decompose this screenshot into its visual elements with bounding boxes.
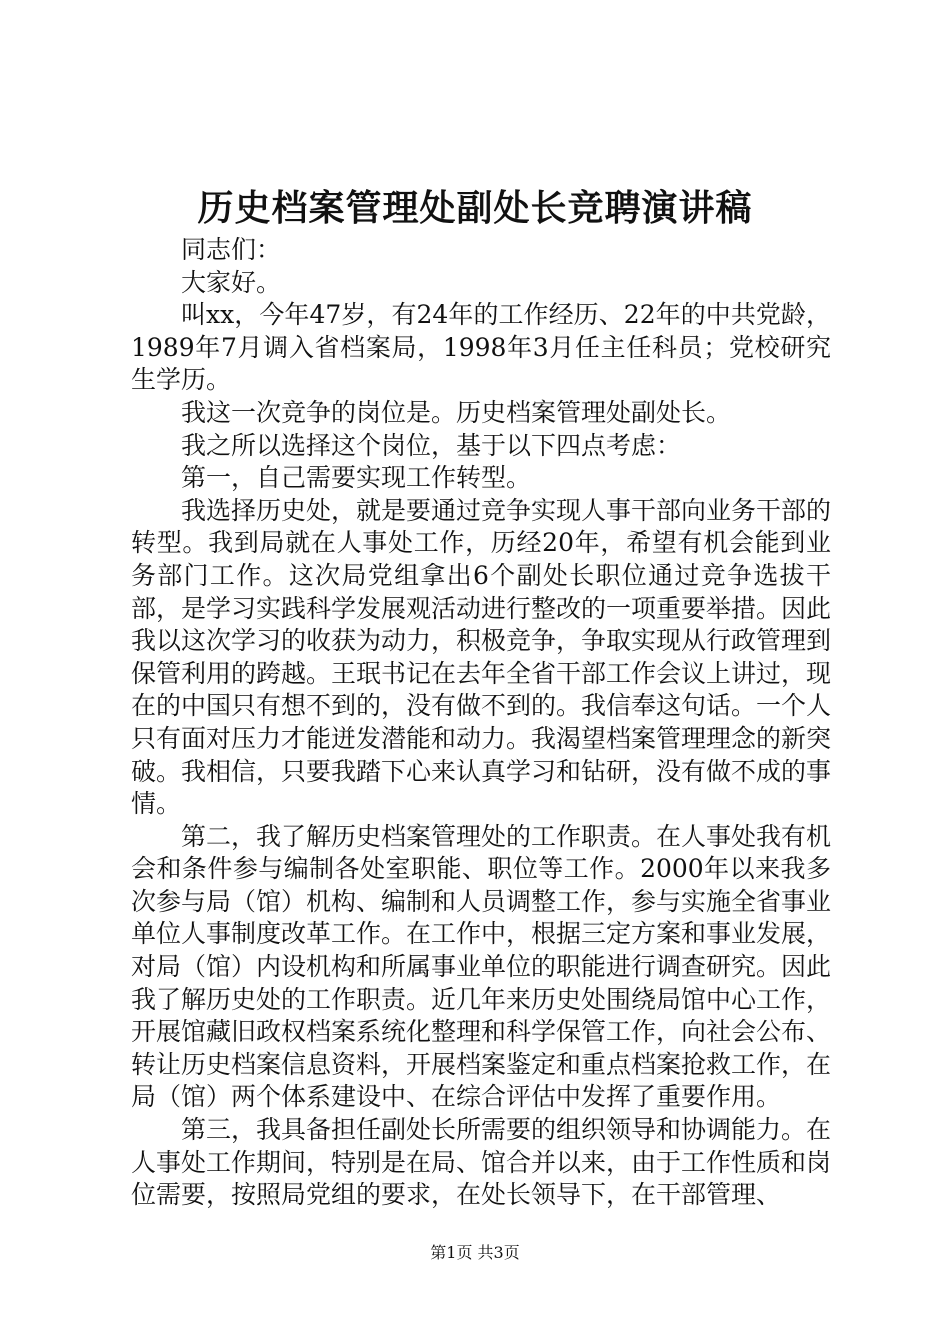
document-body xyxy=(131,234,831,1212)
document-title: 历史档案管理处副处长竞聘演讲稿 xyxy=(197,187,753,229)
paragraph-greeting: 大家好。 xyxy=(181,267,282,297)
paragraph-reasons-intro: 我之所以选择这个岗位，基于以下四点考虑： xyxy=(181,430,682,460)
page-footer: 第1页 共3页 xyxy=(430,1243,520,1262)
paragraph-position: 我这一次竞争的岗位是。历史档案管理处副处长。 xyxy=(181,397,732,427)
paragraph-self-introduction: 叫xx，今年47岁，有24年的工作经历、22年的中共党龄，1989年7月调入省档案局，1998年3月任主任科员；党校研究生学历。 xyxy=(131,300,831,395)
paragraph-point-three: 第三，我具备担任副处长所需要的组织领导和协调能力。在人事处工作期间，特别是在局、馆合并以来，由于工作性质和岗位需要，按照局党组的要求，在处长领导下，在干部管理、 xyxy=(131,1115,832,1210)
paragraph-point-one-body: 我选择历史处，就是要通过竞争实现人事干部向业务干部的转型。我到局就在人事处工作，历经20年，希望有机会能到业务部门工作。这次局党组拿出6个副处长职位通过竞争选拔干部，是学习实践科学发展观活动进行整改的一项重要举措。因此我以这次学习的收获为动力，积极竞争，争取实现从行政管理到保管利用的跨越。王珉书记在去年全省干部工作会议上讲过，现在的中国只有想不到的，没有做不到的。我信奉这句话。一个人只有面对压力才能迸发潜能和动力。我渴望档案管理理念的新突破。我相信，只要我踏下心来认真学习和钻研，没有做不成的事情。 xyxy=(131,495,832,819)
paragraph-point-two: 第二，我了解历史档案管理处的工作职责。在人事处我有机会和条件参与编制各处室职能、职位等工作。2000年以来我多次参与局（馆）机构、编制和人员调整工作，参与实施全省事业单位人事制度改革工作。在工作中，根据三定方案和事业发展，对局（馆）内设机构和所属事业单位的职能进行调查研究。因此我了解历史处的工作职责。近几年来历史处围绕局馆中心工作，开展馆藏旧政权档案系统化整理和科学保管工作，向社会公布、转让历史档案信息资料，开展档案鉴定和重点档案抢救工作，在局（馆）两个体系建设中、在综合评估中发挥了重要作用。 xyxy=(131,821,832,1112)
paragraph-point-one-heading: 第一，自己需要实现工作转型。 xyxy=(181,463,532,493)
paragraph-salutation: 同志们： xyxy=(181,235,282,264)
